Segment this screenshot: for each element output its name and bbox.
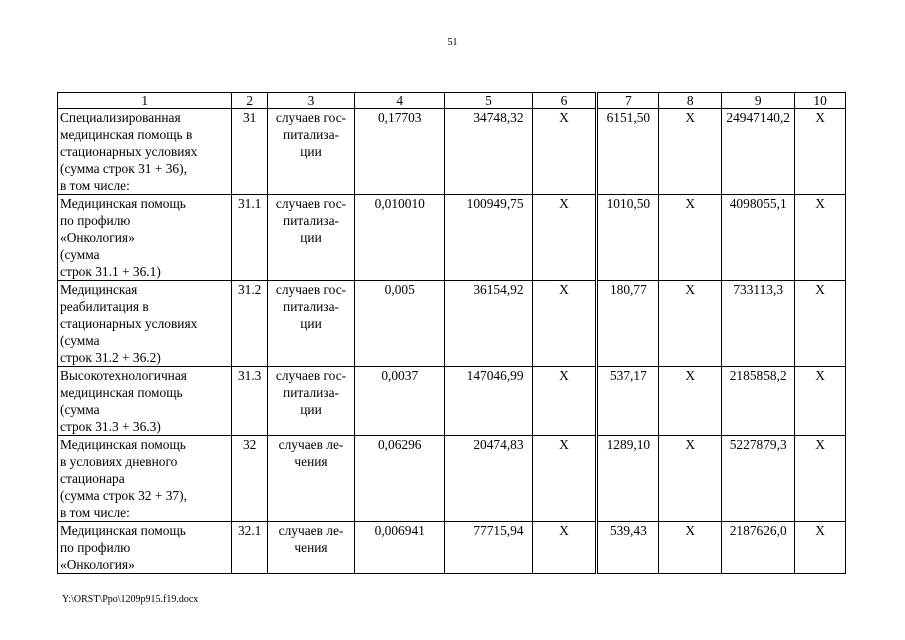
- column-header: 5: [445, 93, 532, 109]
- value-cell-text: Х: [815, 196, 825, 211]
- value-cell-text: 0,17703: [377, 110, 422, 125]
- value-cell-text: 2185858,2: [729, 368, 787, 383]
- value-cell-text: Х: [815, 368, 825, 383]
- row-name-cell-text: Высокотехнологичная медицинская помощь (сумма строк 31.3 + 36.3): [60, 368, 187, 434]
- row-number-cell-text: 31.3: [237, 368, 262, 383]
- table-row: [58, 281, 846, 367]
- value-cell-text: Х: [685, 437, 696, 452]
- column-header: 7: [597, 93, 659, 109]
- unit-cell-text: случаев гос- питализа- ции: [275, 196, 347, 245]
- value-cell: [597, 281, 659, 367]
- value-cell: [722, 109, 795, 195]
- value-cell-text: 100949,75: [466, 196, 524, 211]
- value-cell: [722, 367, 795, 436]
- value-cell: [532, 436, 597, 522]
- unit-cell: [267, 109, 354, 195]
- value-cell: [445, 436, 532, 522]
- value-cell-text: 0,005: [384, 282, 415, 297]
- row-number-cell-text: 31.2: [237, 282, 262, 297]
- column-header: 1: [58, 93, 232, 109]
- value-cell: [597, 436, 659, 522]
- unit-cell-text: случаев ле- чения: [278, 523, 344, 555]
- value-cell: [597, 522, 659, 574]
- value-cell: [445, 195, 532, 281]
- value-cell-text: Х: [685, 368, 696, 383]
- value-cell: [355, 436, 445, 522]
- column-header: 3: [267, 93, 354, 109]
- value-cell-text: 733113,3: [733, 282, 784, 297]
- table-header-row: [58, 93, 846, 109]
- value-cell-text: 0,010010: [374, 196, 425, 211]
- data-table: [57, 92, 846, 574]
- unit-cell-text: случаев гос- питализа- ции: [275, 110, 347, 159]
- value-cell: [532, 195, 597, 281]
- page-number: 51: [447, 37, 458, 48]
- value-cell: [445, 109, 532, 195]
- value-cell-text: Х: [685, 282, 696, 297]
- value-cell-text: Х: [559, 437, 569, 452]
- row-number-cell: [232, 367, 267, 436]
- table-row: [58, 522, 846, 574]
- value-cell-text: Х: [559, 110, 569, 125]
- unit-cell: [267, 367, 354, 436]
- value-cell: [445, 522, 532, 574]
- row-name-cell-text: Медицинская помощь по профилю «Онкология»: [60, 523, 186, 572]
- value-cell-text: 147046,99: [466, 368, 524, 383]
- value-cell: [355, 522, 445, 574]
- unit-cell-text: случаев гос- питализа- ции: [275, 368, 347, 417]
- value-cell: [659, 195, 722, 281]
- row-number-cell-text: 31: [242, 110, 257, 125]
- value-cell: [355, 367, 445, 436]
- row-number-cell-text: 31.1: [237, 196, 262, 211]
- table-row: [58, 195, 846, 281]
- value-cell-text: Х: [559, 196, 569, 211]
- row-number-cell-text: 32: [242, 437, 257, 452]
- column-header: 2: [232, 93, 267, 109]
- table-row: [58, 436, 846, 522]
- row-name-cell: [58, 367, 232, 436]
- footer-file-path: Y:\ORST\Ppo\1209p915.f19.docx: [62, 594, 199, 605]
- value-cell-text: 0,06296: [377, 437, 422, 452]
- row-number-cell: [232, 436, 267, 522]
- value-cell-text: 2187626,0: [729, 523, 787, 538]
- value-cell: [445, 281, 532, 367]
- value-cell-text: 537,17: [609, 368, 647, 383]
- value-cell: [532, 109, 597, 195]
- value-cell-text: 34748,32: [473, 110, 524, 125]
- row-name-cell-text: Медицинская помощь в условиях дневного стационара (сумма строк 32 + 37), в том числе:: [60, 437, 187, 520]
- value-cell: [722, 522, 795, 574]
- value-cell: [355, 109, 445, 195]
- value-cell: [355, 281, 445, 367]
- value-cell-text: 20474,83: [473, 437, 524, 452]
- value-cell-text: 180,77: [609, 282, 647, 297]
- row-name-cell: [58, 281, 232, 367]
- value-cell-text: Х: [559, 523, 569, 538]
- value-cell: [659, 281, 722, 367]
- value-cell-text: Х: [815, 110, 825, 125]
- value-cell: [659, 367, 722, 436]
- row-number-cell: [232, 109, 267, 195]
- column-header: 9: [722, 93, 795, 109]
- value-cell-text: Х: [559, 282, 569, 297]
- value-cell: [659, 436, 722, 522]
- value-cell-text: Х: [685, 110, 696, 125]
- row-name-cell: [58, 195, 232, 281]
- value-cell: [597, 367, 659, 436]
- value-cell-text: Х: [685, 196, 696, 211]
- value-cell: [795, 436, 846, 522]
- value-cell: [722, 436, 795, 522]
- row-name-cell: [58, 109, 232, 195]
- value-cell-text: Х: [559, 368, 569, 383]
- unit-cell: [267, 522, 354, 574]
- table-row: [58, 109, 846, 195]
- value-cell-text: 1289,10: [606, 437, 651, 452]
- value-cell: [532, 281, 597, 367]
- value-cell: [722, 281, 795, 367]
- row-name-cell-text: Медицинская реабилитация в стационарных условиях (сумма строк 31.2 + 36.2): [60, 282, 198, 365]
- value-cell-text: Х: [815, 437, 825, 452]
- value-cell: [597, 109, 659, 195]
- value-cell-text: 539,43: [609, 523, 647, 538]
- row-name-cell: [58, 436, 232, 522]
- value-cell: [532, 367, 597, 436]
- value-cell-text: 5227879,3: [729, 437, 787, 452]
- row-number-cell: [232, 195, 267, 281]
- value-cell: [795, 522, 846, 574]
- value-cell-text: 0,006941: [374, 523, 425, 538]
- row-number-cell: [232, 522, 267, 574]
- value-cell-text: Х: [815, 282, 825, 297]
- row-name-cell-text: Медицинская помощь по профилю «Онкология» (сумма строк 31.1 + 36.1): [60, 196, 186, 279]
- unit-cell: [267, 281, 354, 367]
- value-cell: [659, 109, 722, 195]
- column-header: 10: [795, 93, 846, 109]
- value-cell: [532, 522, 597, 574]
- value-cell-text: 0,0037: [381, 368, 419, 383]
- value-cell: [355, 195, 445, 281]
- column-header: 8: [659, 93, 722, 109]
- row-name-cell: [58, 522, 232, 574]
- value-cell: [722, 195, 795, 281]
- unit-cell-text: случаев ле- чения: [278, 437, 344, 469]
- unit-cell: [267, 436, 354, 522]
- value-cell: [597, 195, 659, 281]
- row-number-cell-text: 32.1: [237, 523, 262, 538]
- value-cell: [659, 522, 722, 574]
- value-cell-text: 24947140,2: [726, 110, 790, 125]
- column-header: 6: [532, 93, 597, 109]
- value-cell-text: 77715,94: [473, 523, 524, 538]
- row-name-cell-text: Специализированная медицинская помощь в стационарных условиях (сумма строк 31 + 36), в том числе:: [60, 110, 198, 193]
- value-cell: [445, 367, 532, 436]
- unit-cell-text: случаев гос- питализа- ции: [275, 282, 347, 331]
- value-cell: [795, 281, 846, 367]
- value-cell-text: 6151,50: [606, 110, 651, 125]
- value-cell-text: 36154,92: [473, 282, 524, 297]
- value-cell: [795, 195, 846, 281]
- value-cell: [795, 367, 846, 436]
- value-cell: [795, 109, 846, 195]
- column-header: 4: [355, 93, 445, 109]
- table-row: [58, 367, 846, 436]
- value-cell-text: Х: [815, 523, 825, 538]
- row-number-cell: [232, 281, 267, 367]
- unit-cell: [267, 195, 354, 281]
- value-cell-text: 4098055,1: [729, 196, 787, 211]
- value-cell-text: Х: [685, 523, 696, 538]
- value-cell-text: 1010,50: [606, 196, 651, 211]
